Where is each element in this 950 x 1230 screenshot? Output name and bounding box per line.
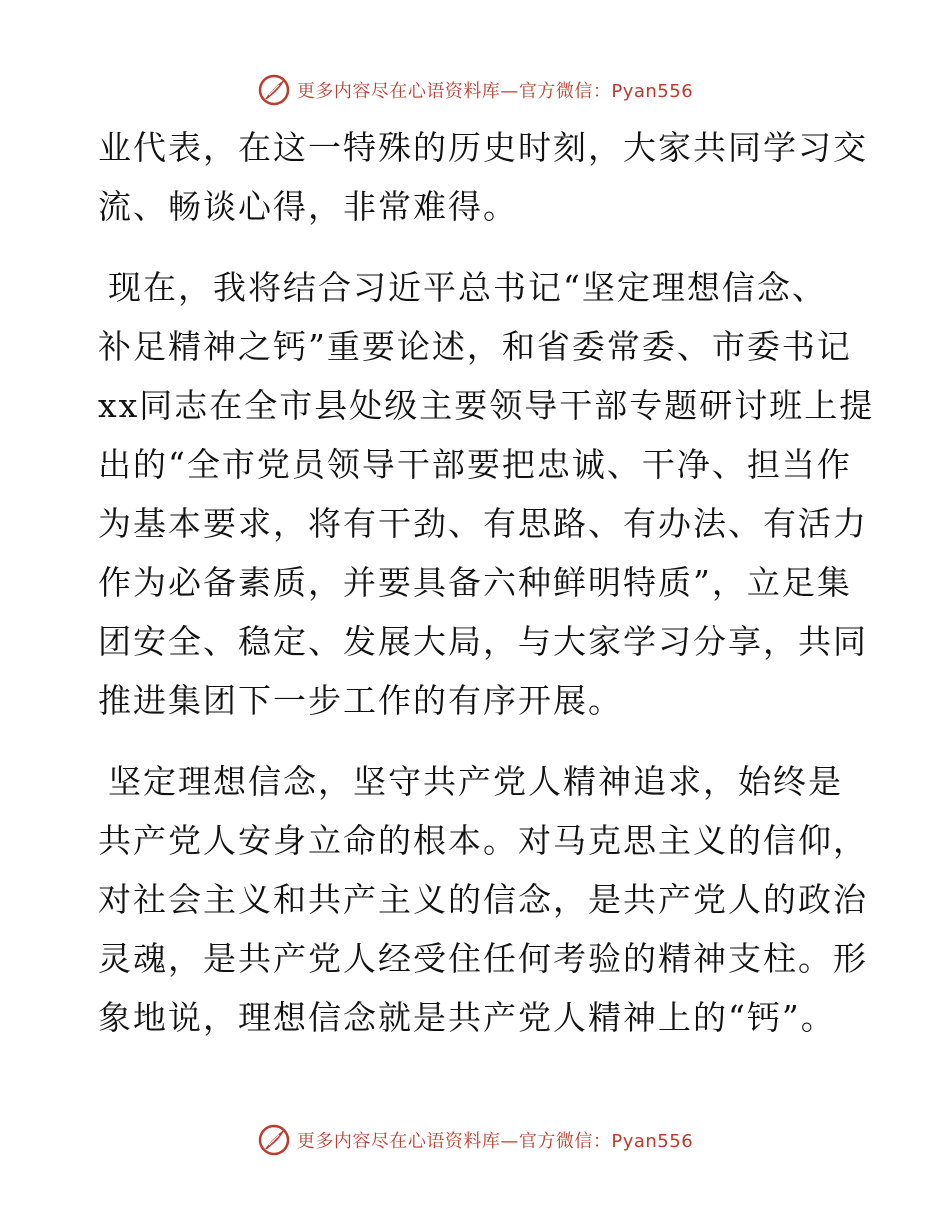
paragraph-line: 为基本要求，将有干劲、有思路、有办法、有活力 — [98, 504, 868, 543]
paragraph-line: 流、畅谈心得，非常难得。 — [98, 187, 518, 226]
paragraph-line: 出的“全市党员领导干部要把忠诚、干净、担当作 — [98, 445, 852, 484]
header-watermark-banner — [0, 70, 950, 110]
footer-watermark-banner — [0, 1120, 950, 1160]
paragraph-line: 业代表，在这一特殊的历史时刻，大家共同学习交 — [98, 128, 868, 167]
paragraph-line: 象地说，理想信念就是共产党人精神上的“钙”。 — [98, 998, 836, 1037]
paragraph-line: 补足精神之钙”重要论述，和省委常委、市委书记 — [98, 327, 852, 366]
header-banner-text: 更多内容尽在心语资料库—官方微信：Pyan556 — [296, 81, 694, 102]
paragraph-line: 灵魂，是共产党人经受住任何考验的精神支柱。形 — [98, 939, 868, 978]
feather-pen-logo-icon — [257, 1123, 291, 1157]
paragraph-line: xx同志在全市县处级主要领导干部专题研讨班上提 — [98, 386, 875, 425]
paragraph-line: 现在，我将结合习近平总书记“坚定理想信念、 — [108, 268, 827, 307]
paragraph-3 — [98, 752, 868, 1047]
footer-banner-text: 更多内容尽在心语资料库—官方微信：Pyan556 — [296, 1131, 694, 1152]
paragraph-line: 对社会主义和共产主义的信念，是共产党人的政治 — [98, 880, 868, 919]
paragraph-2 — [98, 258, 875, 730]
paragraph-line: 团安全、稳定、发展大局，与大家学习分享，共同 — [98, 622, 868, 661]
paragraph-line: 作为必备素质，并要具备六种鲜明特质”，立足集 — [98, 563, 852, 602]
paragraph-line: 推进集团下一步工作的有序开展。 — [98, 681, 623, 720]
document-body — [98, 118, 875, 1069]
feather-pen-logo-icon — [257, 73, 291, 107]
paragraph-line: 共产党人安身立命的根本。对马克思主义的信仰， — [98, 821, 868, 860]
paragraph-1 — [98, 118, 868, 236]
paragraph-line: 坚定理想信念，坚守共产党人精神追求，始终是 — [108, 762, 843, 801]
